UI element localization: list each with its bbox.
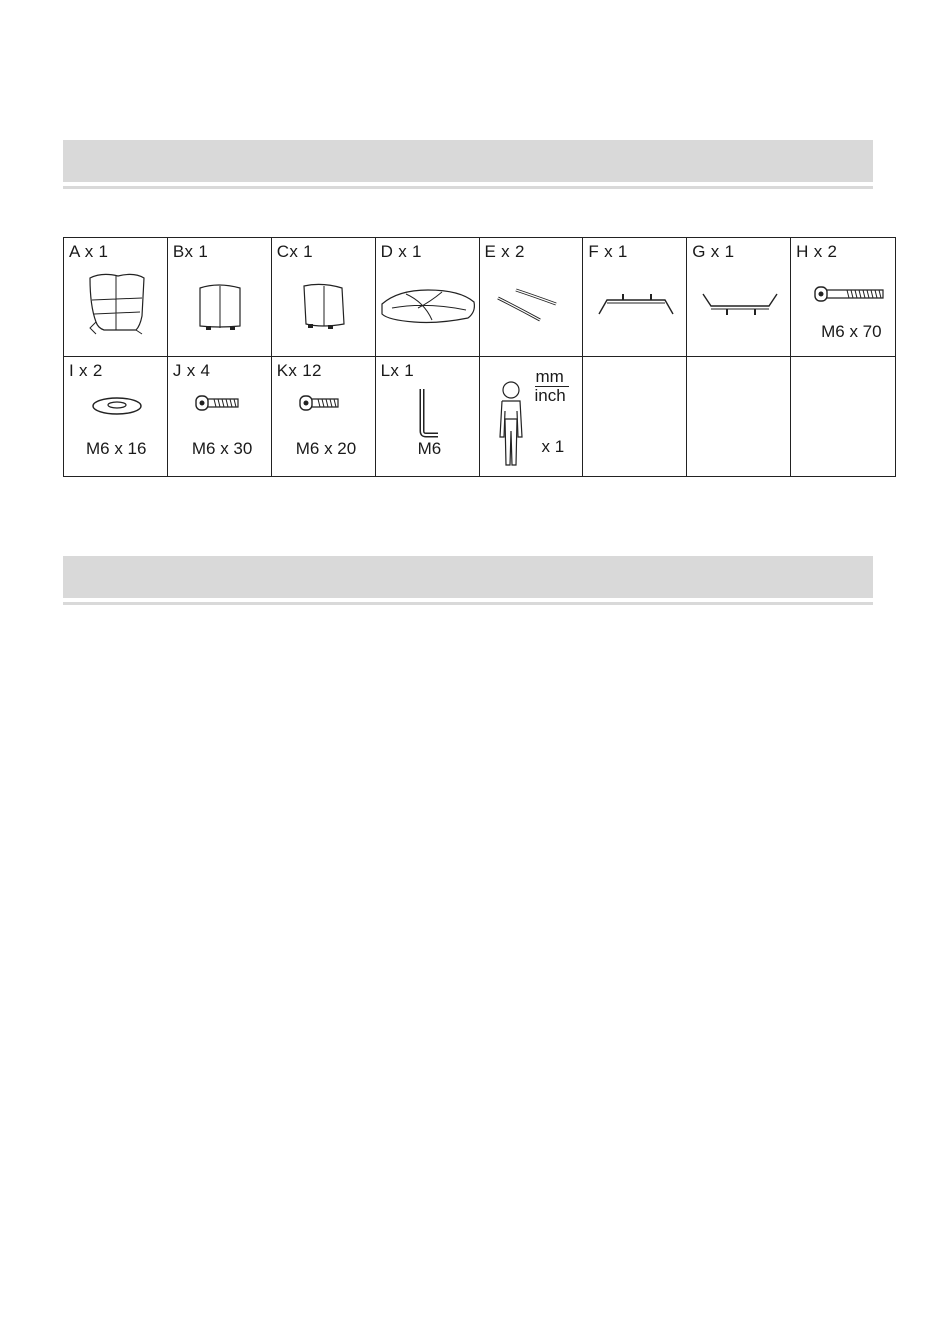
part-cell-g: [687, 238, 791, 357]
part-size: M6 x 16: [86, 439, 147, 458]
bolt-icon: [194, 393, 242, 413]
unit-mm: mm: [535, 367, 564, 386]
part-label: F x 1: [588, 242, 628, 261]
part-size: M6: [417, 439, 442, 458]
part-cell-f: [583, 238, 687, 357]
part-cell-d: [376, 238, 480, 357]
bolt-icon: [298, 393, 342, 413]
part-cell-j: [168, 357, 272, 476]
part-label: E x 2: [484, 242, 525, 261]
allen-key-icon: [416, 387, 446, 439]
part-cell-k: [272, 357, 376, 476]
section-header-bar-1: [63, 140, 873, 182]
part-size: M6 x 70: [821, 322, 882, 341]
seat-back-icon: [82, 270, 154, 338]
scale-quantity: x 1: [541, 437, 565, 456]
empty-cell: [583, 357, 687, 476]
part-label: Lx 1: [380, 361, 414, 380]
part-cell-e: [480, 238, 584, 357]
part-cell-c: [272, 238, 376, 357]
armrest-panel-right-icon: [296, 278, 354, 334]
part-label: D x 1: [380, 242, 422, 261]
part-label: A x 1: [69, 242, 109, 261]
part-cell-b: [168, 238, 272, 357]
armrest-panel-left-icon: [192, 278, 250, 334]
front-frame-icon: [595, 290, 677, 318]
part-cell-l: [376, 357, 480, 476]
bolt-icon: [813, 284, 887, 304]
part-size: M6 x 30: [191, 439, 253, 458]
empty-cell: [791, 357, 895, 476]
rear-frame-icon: [699, 290, 781, 320]
section-header-bar-2: [63, 556, 873, 598]
curved-bar-icon: [494, 286, 574, 326]
part-label: Bx 1: [172, 242, 209, 261]
washer-icon: [90, 395, 144, 417]
section-divider-2: [63, 602, 873, 605]
part-cell-i: [64, 357, 168, 476]
section-divider-1: [63, 186, 873, 189]
part-cell-h: [791, 238, 895, 357]
part-label: G x 1: [692, 242, 735, 261]
part-label: H x 2: [796, 242, 838, 261]
unit-inch: inch: [534, 386, 566, 405]
part-label: J x 4: [172, 361, 211, 380]
part-label: Kx 12: [276, 361, 322, 380]
part-size: M6 x 20: [295, 439, 357, 458]
part-cell-a: [64, 238, 168, 357]
seat-cushion-icon: [378, 284, 478, 328]
scale-reference-cell: [480, 357, 584, 476]
part-label: I x 2: [69, 361, 103, 380]
person-icon: [494, 379, 528, 469]
parts-table: [63, 237, 896, 477]
empty-cell: [687, 357, 791, 476]
part-label: Cx 1: [276, 242, 313, 261]
